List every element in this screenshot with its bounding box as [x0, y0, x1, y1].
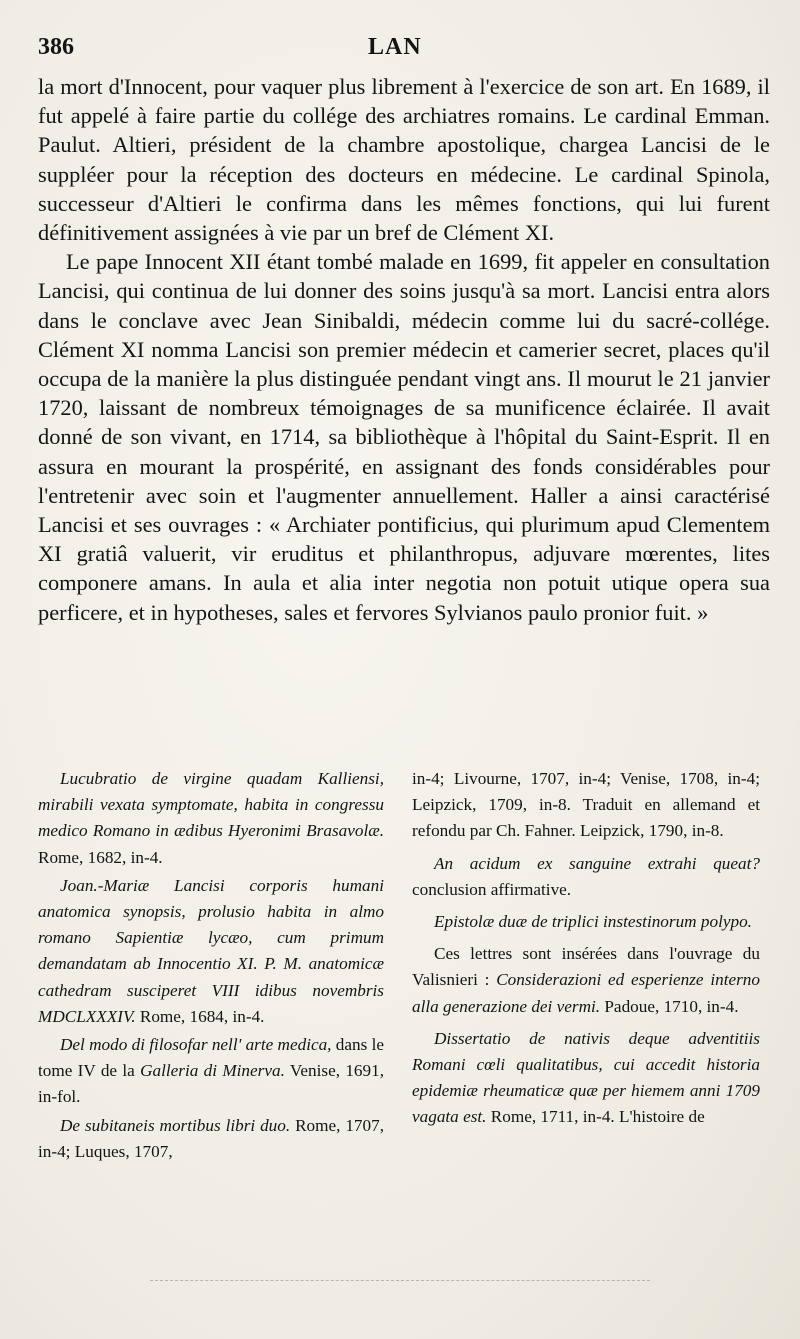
work-imprint: Venise, 1691, in-fol. — [38, 1061, 384, 1107]
bibliography-entry — [412, 1026, 760, 1131]
work-imprint: conclusion affirmative. — [412, 879, 572, 899]
work-title: Galleria di Minerva. — [140, 1061, 285, 1081]
bibliography-entry — [412, 941, 760, 1020]
work-imprint: Rome, 1711, in-4. L'histoire de — [486, 1107, 705, 1127]
work-note: Ces lettres sont insérées dans l'ouvrage du Valisnieri : — [412, 944, 760, 990]
work-title: Considerazioni ed esperienze interno alla generazione dei vermi. — [412, 970, 760, 1016]
work-imprint: Padoue, 1710, in-4. — [600, 996, 739, 1016]
work-title: De subitaneis mortibus libri duo. — [60, 1115, 291, 1135]
work-note: dans le tome IV de la — [38, 1035, 384, 1081]
bibliography-entry — [38, 873, 384, 1030]
page-header — [38, 34, 762, 68]
work-imprint: Rome, 1684, in-4. — [135, 1006, 265, 1026]
work-title: Lucubratio de virgine quadam Kalliensi, mirabili vexata symptomate, habita in congressu medico Romano in ædibus Hyeronimi Brasavolæ. — [38, 769, 384, 841]
work-title: Dissertatio de nativis deque adventitiis Romani cœli qualitatibus, cui accedit historia epidemiæ rheumaticæ quæ per hiemem anni 1709 vagata est. — [412, 1028, 760, 1127]
bibliography-column-left — [38, 766, 384, 1167]
work-title: An acidum ex sanguine extrahi queat? — [434, 853, 760, 873]
running-head: LAN — [368, 34, 422, 60]
bibliography-entry — [38, 1032, 384, 1111]
bibliography-column-right — [412, 766, 760, 1167]
paragraph: Le pape Innocent XII étant tombé malade en 1699, fit appeler en consultation Lancisi, qui continua de lui donner des soins jusqu'à sa mort. Lancisi entra alors dans le conclave avec Jean Sinibaldi, médecin comme lui du sacré-collége. Clément XI nomma Lancisi son premier médecin et camerier secret, places qu'il occupa de la manière la plus distinguée pendant vingt ans. Il mourut le 21 janvier 1720, laissant de nombreux témoignages de sa munificence éclairée. Il avait donné de son vivant, en 1714, sa bibliothèque à l'hôpital du Saint-Esprit. Il en assura en mourant la prospérité, en assignant des fonds considérables pour l'entretenir avec soin et l'augmenter annuellement. Haller a ainsi caractérisé Lancisi et ses ouvrages : « Archiater pontificius, qui plurimum apud Clementem XI gratiâ valuerit, vir eruditus et philanthropus, adjuvare mœrentes, lites componere amans. In aula et alia inter negotia non potuit utique opera sua perficere, et in hypotheses, sales et fervores Sylvianos paulo pronior fuit. » — [38, 249, 770, 625]
work-imprint: Rome, 1707, in-4; Luques, 1707, — [38, 1115, 384, 1161]
work-title: Del modo di filosofar nell' arte medica, — [60, 1035, 332, 1055]
footer-rule — [150, 1280, 650, 1282]
work-title: Joan.-Mariæ Lancisi corporis humani anatomica synopsis, prolusio habita in almo romano Sapientiæ lycæo, cum primum demandatam ab Innocentio XI. P. M. anatomicæ cathedram susciperet VIII idibus novembris MDCLXXXIV. — [38, 875, 384, 1026]
bibliography-entry — [412, 909, 760, 935]
bibliography-entry — [38, 1113, 384, 1165]
paragraph: la mort d'Innocent, pour vaquer plus librement à l'exercice de son art. En 1689, il fut appelé à faire partie du collége des archiatres romains. Le cardinal Emman. Paulut. Altieri, président de la chambre apostolique, chargea Lancisi de le suppléer pour la réception des docteurs en médecine. Le cardinal Spinola, successeur d'Altieri le confirma dans les mêmes fonctions, qui lui furent définitivement assignées à vie par un bref de Clément XI. — [38, 74, 770, 246]
work-imprint: Rome, 1682, in-4. — [38, 847, 163, 867]
bibliography-entry — [38, 766, 384, 871]
main-text — [38, 72, 770, 627]
page-number: 386 — [38, 34, 74, 60]
bibliography-continuation: in-4; Livourne, 1707, in-4; Venise, 1708, in-4; Leipzick, 1709, in-8. Traduit en allemand et refondu par Ch. Fahner. Leipzick, 1790, in-8. — [412, 769, 760, 841]
bibliography — [38, 766, 760, 1167]
bibliography-entry — [412, 851, 760, 903]
work-title: Epistolæ duæ de triplici instestinorum polypo. — [434, 912, 752, 932]
